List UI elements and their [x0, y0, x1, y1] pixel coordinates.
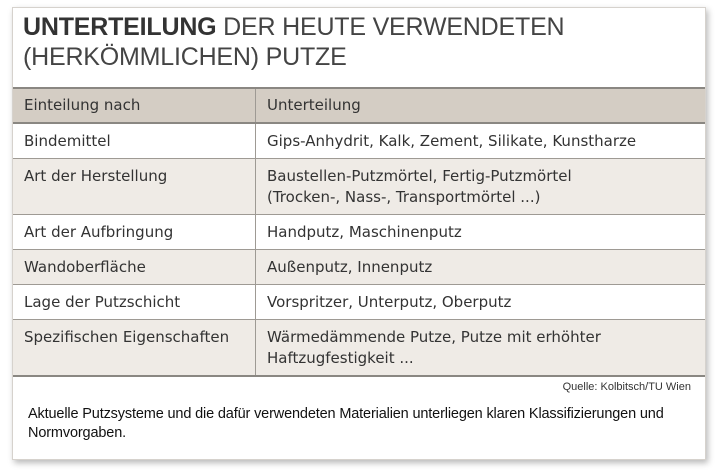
row-value [256, 123, 706, 159]
classification-table [13, 87, 705, 377]
row-value [256, 320, 706, 377]
table-header-row [13, 88, 705, 123]
title-rest: DER HEUTE VERWENDETEN (HERKÖMMLICHEN) PUTZE [23, 13, 565, 71]
row-category: Spezifischen Eigenschaften [13, 320, 256, 377]
table-row [13, 159, 705, 215]
row-category: Lage der Putzschicht [13, 285, 256, 320]
value-line: Außenputz, Innenputz [267, 258, 433, 276]
value-line: Baustellen-Putzmörtel, Fertig-Putzmörtel [267, 167, 572, 185]
row-value [256, 250, 706, 285]
header-subdivision: Unterteilung [256, 88, 706, 123]
value-line: Haftzugfestigkeit ... [267, 349, 414, 367]
table-row [13, 123, 705, 159]
card-title [23, 12, 693, 72]
info-card [12, 7, 706, 460]
row-value [256, 159, 706, 215]
table-row [13, 320, 705, 377]
row-category: Art der Aufbringung [13, 215, 256, 250]
row-value [256, 215, 706, 250]
row-value [256, 285, 706, 320]
value-line: Vorspritzer, Unterputz, Oberputz [267, 293, 512, 311]
row-category: Wandoberfläche [13, 250, 256, 285]
value-line: (Trocken-, Nass-, Transportmörtel ...) [267, 188, 541, 206]
value-line: Handputz, Maschinenputz [267, 223, 462, 241]
caption-text: Aktuelle Putzsysteme und die dafür verwendeten Materialien unterliegen klaren Klassifizierungen und Normvorgaben. [28, 406, 664, 441]
title-bold: UNTERTEILUNG [23, 13, 217, 41]
table-row [13, 250, 705, 285]
value-line: Gips-Anhydrit, Kalk, Zement, Silikate, Kunstharze [267, 132, 637, 150]
table-row [13, 215, 705, 250]
source-credit: Quelle: Kolbitsch/TU Wien [562, 381, 691, 393]
header-category: Einteilung nach [13, 88, 256, 123]
row-category: Art der Herstellung [13, 159, 256, 215]
value-line: Wärmedämmende Putze, Putze mit erhöhter [267, 328, 601, 346]
row-category: Bindemittel [13, 123, 256, 159]
table-row [13, 285, 705, 320]
